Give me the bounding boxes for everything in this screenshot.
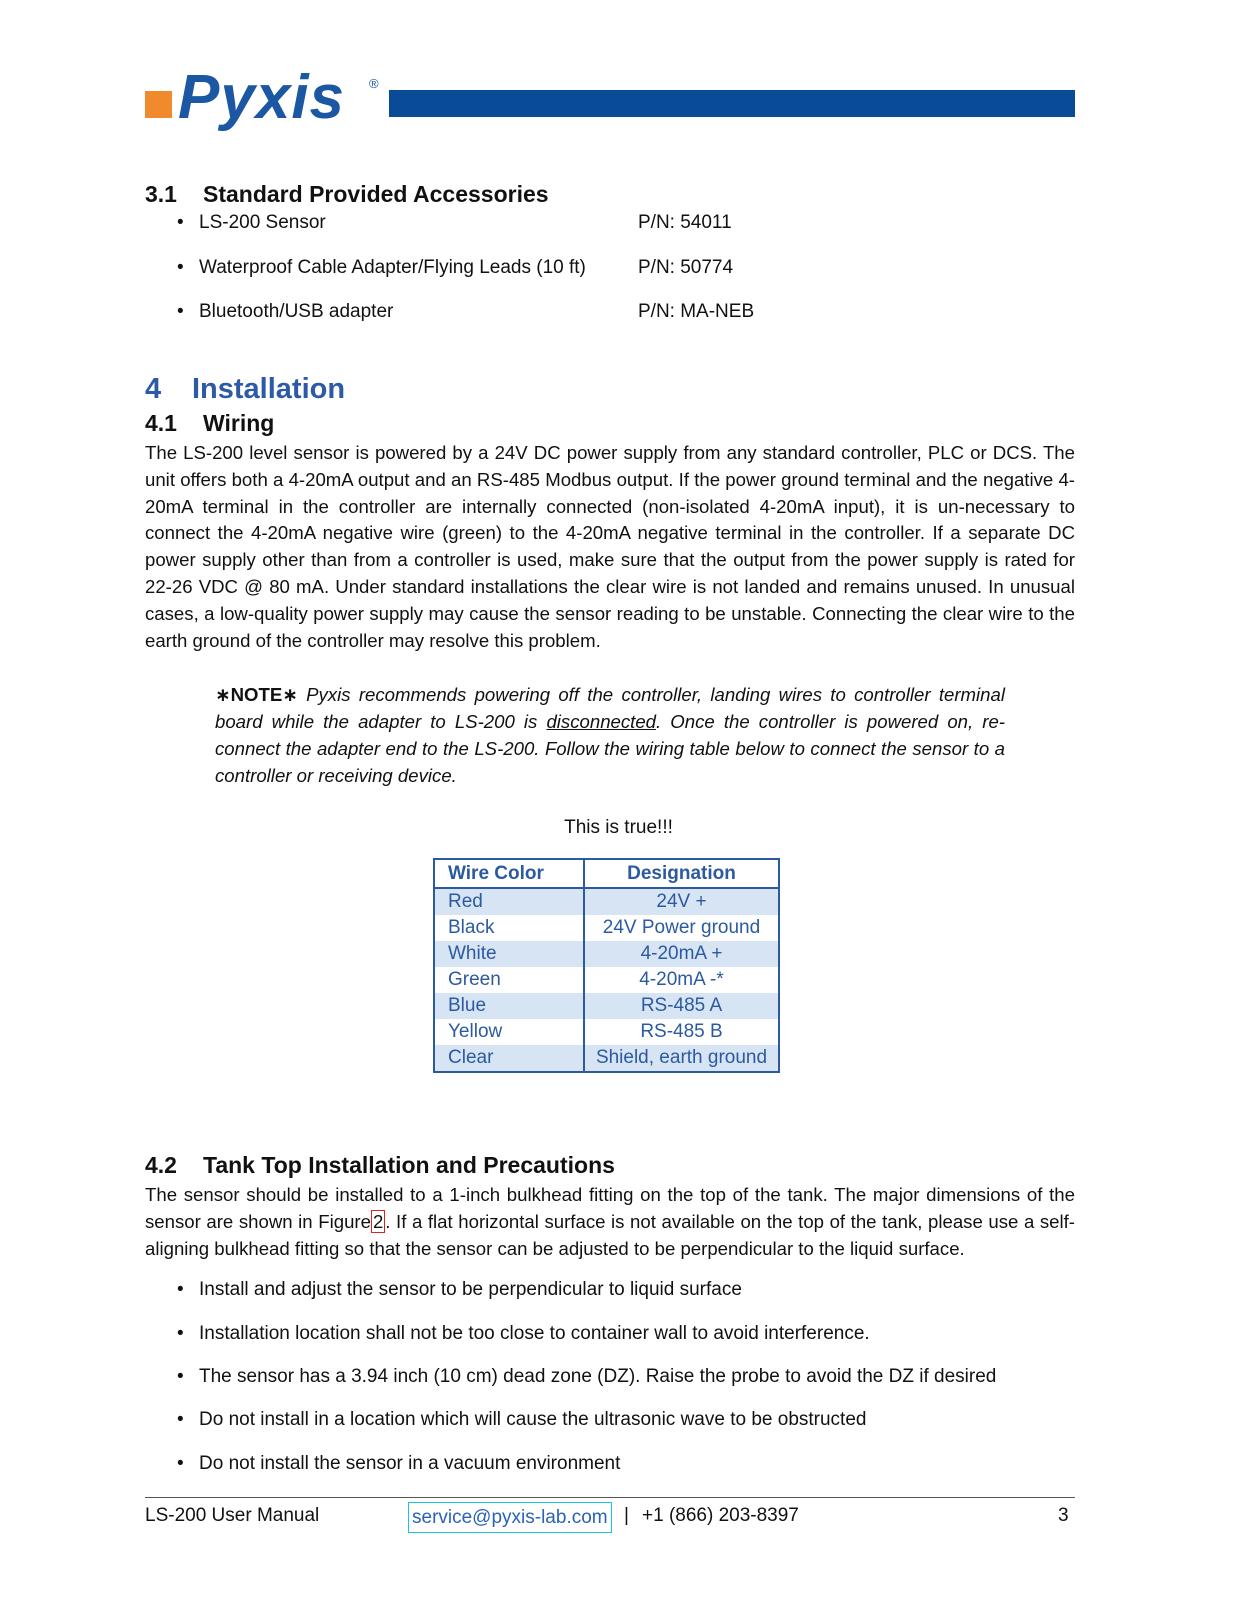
wire-color-cell: Green xyxy=(434,967,584,993)
accessory-name: Waterproof Cable Adapter/Flying Leads (10 ft) xyxy=(199,257,586,278)
logo-square-mark xyxy=(145,91,172,118)
footer-manual-title: LS-200 User Manual xyxy=(145,1505,320,1526)
bullet: • xyxy=(177,1453,184,1474)
table-row xyxy=(434,1019,779,1045)
bullet: • xyxy=(177,257,184,278)
paragraph-text: . If a flat horizontal surface is not available on the top of the tank, please use a self-aligning bulkhead fitting so that the sensor can be adjusted to be perpendicular to the liquid surface. xyxy=(145,1210,1075,1259)
wire-color-cell: White xyxy=(434,941,584,967)
list-item xyxy=(177,1409,866,1431)
column-header-wire-color: Wire Color xyxy=(434,859,584,888)
bullet: • xyxy=(177,301,184,322)
designation-cell: 4-20mA -* xyxy=(639,969,724,990)
wire-color-cell: Black xyxy=(434,915,584,941)
designation-cell: 4-20mA + xyxy=(584,941,779,967)
footer-divider xyxy=(145,1497,1075,1498)
pyxis-logo: Pyxis xyxy=(178,63,346,132)
table-row xyxy=(434,967,779,993)
footer-separator: | xyxy=(624,1505,629,1526)
list-item-text: Do not install in a location which will cause the ultrasonic wave to be obstructed xyxy=(199,1409,867,1430)
designation-cell: RS-485 B xyxy=(640,1021,723,1042)
table-row xyxy=(434,941,779,967)
list-item xyxy=(177,1279,742,1301)
header-bar xyxy=(389,90,1075,117)
wire-color-cell: Blue xyxy=(434,993,584,1019)
paragraph-text: The sensor should be installed to a 1-inch bulkhead fitting on the top of the tank. The major dimensions of the sensor are shown in Figure xyxy=(145,1184,1075,1232)
section-4-2-heading xyxy=(145,1152,615,1179)
list-item xyxy=(177,1366,996,1388)
footer-page-number: 3 xyxy=(1058,1505,1069,1526)
list-item xyxy=(177,1453,620,1475)
designation-cell: 24V Power ground xyxy=(602,917,761,938)
table-caption: This is true!!! xyxy=(564,817,673,838)
list-item xyxy=(177,1323,870,1345)
section-title: Tank Top Installation and Precautions xyxy=(203,1152,615,1178)
table-row xyxy=(434,1045,779,1072)
note-text: . Once the controller is powered on, re-connect the adapter end to the LS-200. Follow the wiring table below to connect the sensor to a controller or receiving device. xyxy=(215,711,1005,786)
section-number: 4 xyxy=(145,373,162,405)
section-title: Installation xyxy=(192,373,346,405)
note-text: Pyxis recommends powering off the controller, landing wires to controller terminal board while the adapter to LS-200 is xyxy=(215,684,1005,732)
table-row xyxy=(434,915,779,941)
list-item-text: Do not install the sensor in a vacuum environment xyxy=(199,1453,621,1474)
accessory-part-number: P/N: MA-NEB xyxy=(638,301,755,322)
accessory-name: Bluetooth/USB adapter xyxy=(199,301,394,322)
accessory-part-number: P/N: 50774 xyxy=(638,257,734,278)
section-3-1-heading xyxy=(145,181,549,208)
wiring-note xyxy=(215,681,1005,789)
wire-color-cell: Clear xyxy=(434,1045,584,1072)
table-row xyxy=(434,888,779,915)
list-item-text: Install and adjust the sensor to be perpendicular to liquid surface xyxy=(199,1279,742,1300)
note-emphasis: disconnected xyxy=(546,711,657,732)
wiring-paragraph: The LS-200 level sensor is powered by a 24V DC power supply from any standard controller, PLC or DCS. The unit offers both a 4-20mA output and an RS-485 Modbus output. If the power ground terminal and the negative 4-20mA terminal in the controller are internally connected (non-isolated 4-20mA input), it is un-necessary to connect the 4-20mA negative wire (green) to the 4-20mA negative terminal in the controller. If a separate DC power supply other than from a controller is used, make sure that the output from the power supply is rated for 22-26 VDC @ 80 mA. Under standard installations the clear wire is not landed and remains unused. In unusual cases, a low-quality power supply may cause the sensor reading to be unstable. Connecting the clear wire to the earth ground of the controller may resolve this problem. xyxy=(145,442,1075,651)
note-tag: ∗NOTE∗ xyxy=(215,684,298,705)
designation-cell: 24V + xyxy=(584,888,779,915)
section-number: 3.1 xyxy=(145,181,177,207)
wiring-table xyxy=(433,858,780,1073)
list-item-text: Installation location shall not be too close to container wall to avoid interference. xyxy=(199,1323,870,1344)
footer-email-link[interactable]: service@pyxis-lab.com xyxy=(408,1502,612,1533)
section-number: 4.1 xyxy=(145,410,177,436)
figure-reference-link[interactable]: 2 xyxy=(372,1210,384,1232)
bullet: • xyxy=(177,1366,184,1387)
designation-cell: RS-485 A xyxy=(584,993,779,1019)
accessory-part-number: P/N: 54011 xyxy=(638,212,732,233)
registered-mark: ® xyxy=(369,76,379,91)
list-item-text: The sensor has a 3.94 inch (10 cm) dead zone (DZ). Raise the probe to avoid the DZ if desired xyxy=(199,1366,997,1387)
table-header-row xyxy=(434,859,779,888)
accessory-name: LS-200 Sensor xyxy=(199,212,326,233)
installation-paragraph xyxy=(145,1182,1075,1262)
column-header-designation: Designation xyxy=(584,859,779,888)
bullet: • xyxy=(177,212,184,233)
wire-color-cell: Red xyxy=(434,888,584,915)
bullet: • xyxy=(177,1409,184,1430)
section-4-heading xyxy=(145,373,345,406)
section-title: Wiring xyxy=(203,410,275,436)
section-4-1-heading xyxy=(145,410,274,437)
section-title: Standard Provided Accessories xyxy=(203,181,549,207)
bullet: • xyxy=(177,1323,184,1344)
footer-phone: +1 (866) 203-8397 xyxy=(642,1505,799,1526)
wire-color-cell: Yellow xyxy=(434,1019,584,1045)
bullet: • xyxy=(177,1279,184,1300)
section-number: 4.2 xyxy=(145,1152,177,1178)
table-row xyxy=(434,993,779,1019)
designation-cell: Shield, earth ground xyxy=(584,1045,779,1072)
